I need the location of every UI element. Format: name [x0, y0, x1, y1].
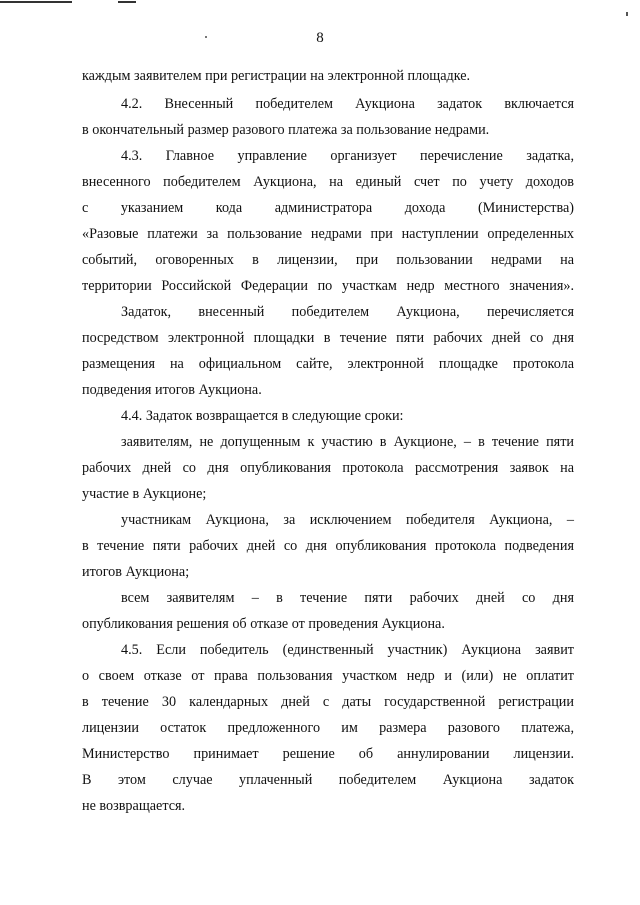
scan-artifact-top: [0, 0, 140, 5]
paragraph-participants-line: итогов Аукциона;: [82, 564, 190, 580]
paragraph-4-5-line: лицензии остаток предложенного им размера разового платежа,: [82, 720, 574, 736]
scan-mark: [0, 1, 72, 3]
paragraph-4-3-line: с указанием кода администратора дохода (Министерства): [82, 200, 574, 216]
paragraph-4-5-line: о своем отказе от права пользования участком недр и (или) не оплатит: [82, 668, 574, 684]
paragraph-4-3-line: 4.3. Главное управление организует перечисление задатка,: [121, 148, 574, 164]
paragraph-deposit-line: подведения итогов Аукциона.: [82, 382, 262, 398]
paragraph-4-4-line: участие в Аукционе;: [82, 486, 207, 502]
scan-mark: [118, 1, 136, 3]
paragraph-4-5-line: Министерство принимает решение об аннулировании лицензии.: [82, 746, 574, 762]
paragraph-deposit-line: посредством электронной площадки в течение пяти рабочих дней со дня: [82, 330, 574, 346]
paragraph-4-5-line: не возвращается.: [82, 798, 186, 814]
paragraph-4-2-line: 4.2. Внесенный победителем Аукциона задаток включается: [121, 96, 574, 112]
page-number: 8: [316, 30, 324, 46]
paragraph-participants-line: в течение пяти рабочих дней со дня опубликования протокола подведения: [82, 538, 574, 554]
paragraph-applicants-line: всем заявителям – в течение пяти рабочих дней со дня: [121, 590, 574, 606]
paragraph-4-4-line: рабочих дней со дня опубликования протокола рассмотрения заявок на: [82, 460, 574, 476]
paragraph-deposit-line: размещения на официальном сайте, электронной площадке протокола: [82, 356, 574, 372]
paragraph-4-2-line: в окончательный размер разового платежа за пользование недрами.: [82, 122, 490, 138]
paragraph-4-5-line: В этом случае уплаченный победителем Аукциона задаток: [82, 772, 574, 788]
text-line: каждым заявителем при регистрации на электронной площадке.: [82, 68, 471, 84]
paragraph-4-4-line: заявителям, не допущенным к участию в Аукционе, – в течение пяти: [121, 434, 574, 450]
paragraph-4-3-line: событий, оговоренных в лицензии, при пользовании недрами на: [82, 252, 574, 268]
paragraph-deposit-line: Задаток, внесенный победителем Аукциона, перечисляется: [121, 304, 574, 320]
paragraph-4-5-line: в течение 30 календарных дней с даты государственной регистрации: [82, 694, 574, 710]
paragraph-4-3-line: территории Российской Федерации по участкам недр местного значения».: [82, 278, 574, 294]
paragraph-4-3-line: «Разовые платежи за пользование недрами при наступлении определенных: [82, 226, 574, 242]
paragraph-4-5-line: 4.5. Если победитель (единственный участник) Аукциона заявит: [121, 642, 574, 658]
paragraph-participants-line: участникам Аукциона, за исключением победителя Аукциона, –: [121, 512, 574, 528]
paragraph-applicants-line: опубликования решения об отказе от проведения Аукциона.: [82, 616, 445, 632]
scan-artifact-dot: [626, 12, 628, 16]
paragraph-4-4-line: 4.4. Задаток возвращается в следующие сроки:: [121, 408, 404, 424]
paragraph-4-3-line: внесенного победителем Аукциона, на единый счет по учету доходов: [82, 174, 574, 190]
